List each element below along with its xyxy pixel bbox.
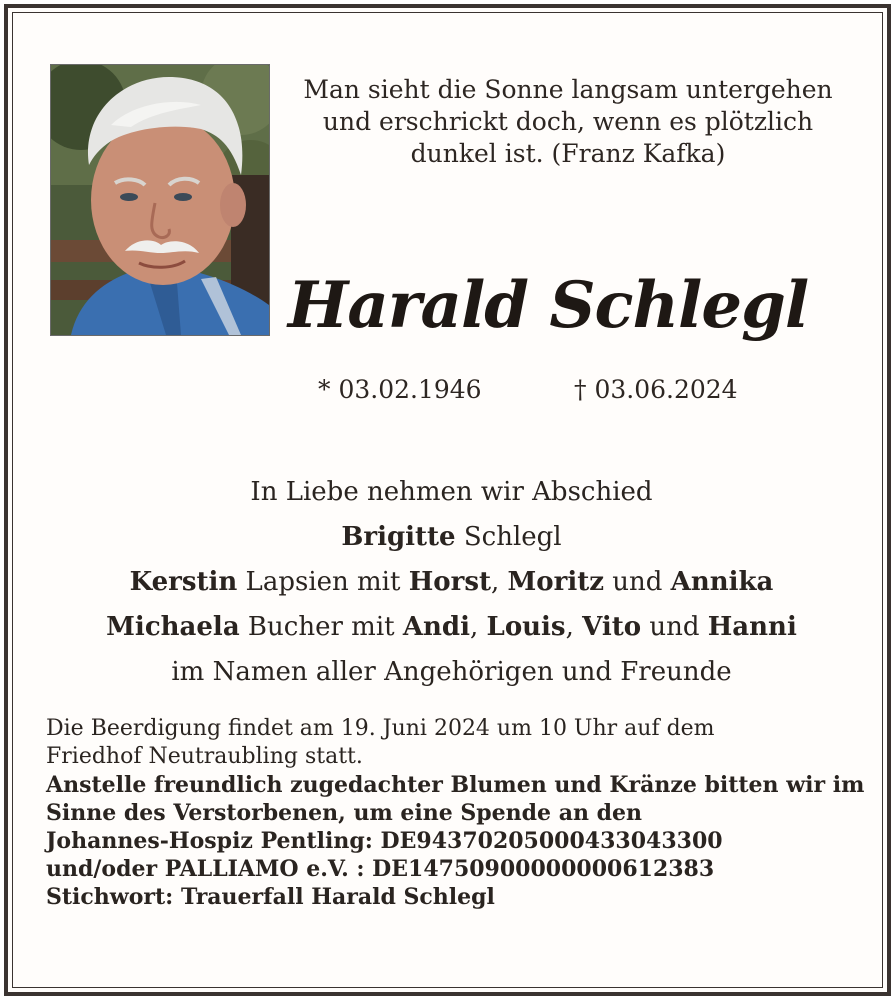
mourner-text: und — [604, 567, 671, 597]
deceased-name: Harald Schlegl — [287, 268, 809, 343]
donation-line: Anstelle freundlich zugedachter Blumen und Kränze bitten wir im — [46, 772, 865, 798]
donation-keyword: Stichwort: Trauerfall Harald Schlegl — [46, 884, 495, 910]
mourner-first-name: Moritz — [507, 567, 604, 597]
mourner-first-name: Vito — [582, 612, 642, 642]
mourner-row — [48, 605, 855, 650]
mourners-outro: im Namen aller Angehörigen und Freunde — [171, 657, 732, 687]
mourner-first-name: Kerstin — [129, 567, 238, 597]
funeral-line: Friedhof Neutraubling statt. — [46, 744, 363, 769]
donation-iban-hospiz: Johannes-Hospiz Pentling: DE94370205000433043300 — [46, 828, 723, 854]
mourner-text: , — [565, 612, 583, 642]
portrait-photo — [50, 64, 270, 336]
quote-line: Man sieht die Sonne langsam untergehen — [303, 75, 833, 104]
mourner-first-name: Brigitte — [341, 522, 456, 552]
mourner-row — [48, 515, 855, 560]
mourner-first-name: Andi — [402, 612, 470, 642]
mourner-text: Bucher mit — [239, 612, 403, 642]
mourner-first-name: Michaela — [106, 612, 240, 642]
mourner-text: Lapsien mit — [237, 567, 409, 597]
mourner-first-name: Annika — [670, 567, 774, 597]
quote-line: und erschrickt doch, wenn es plötzlich — [322, 107, 814, 136]
birth-date: * 03.02.1946 — [318, 375, 482, 404]
mourner-text: , — [470, 612, 487, 642]
donation-line: Sinne des Verstorbenen, um eine Spende an den — [46, 800, 642, 826]
death-date: † 03.06.2024 — [574, 375, 738, 404]
mourner-text: und — [641, 612, 708, 642]
funeral-line: Die Beerdigung findet am 19. Juni 2024 um 10 Uhr auf dem — [46, 716, 715, 741]
funeral-info — [46, 715, 865, 911]
mourner-first-name: Louis — [486, 612, 566, 642]
mourner-row — [48, 560, 855, 605]
obituary-notice — [4, 4, 891, 996]
quote-text — [298, 74, 838, 170]
mourner-first-name: Hanni — [707, 612, 797, 642]
mourners-block — [48, 470, 855, 695]
mourner-text: , — [490, 567, 508, 597]
quote-line: dunkel ist. (Franz Kafka) — [410, 139, 726, 168]
mourners-intro: In Liebe nehmen wir Abschied — [250, 477, 653, 507]
donation-iban-palliamo: und/oder PALLIAMO e.V. : DE14750900000000612383 — [46, 856, 715, 882]
mourner-text: Schlegl — [455, 522, 562, 552]
mourner-first-name: Horst — [408, 567, 491, 597]
